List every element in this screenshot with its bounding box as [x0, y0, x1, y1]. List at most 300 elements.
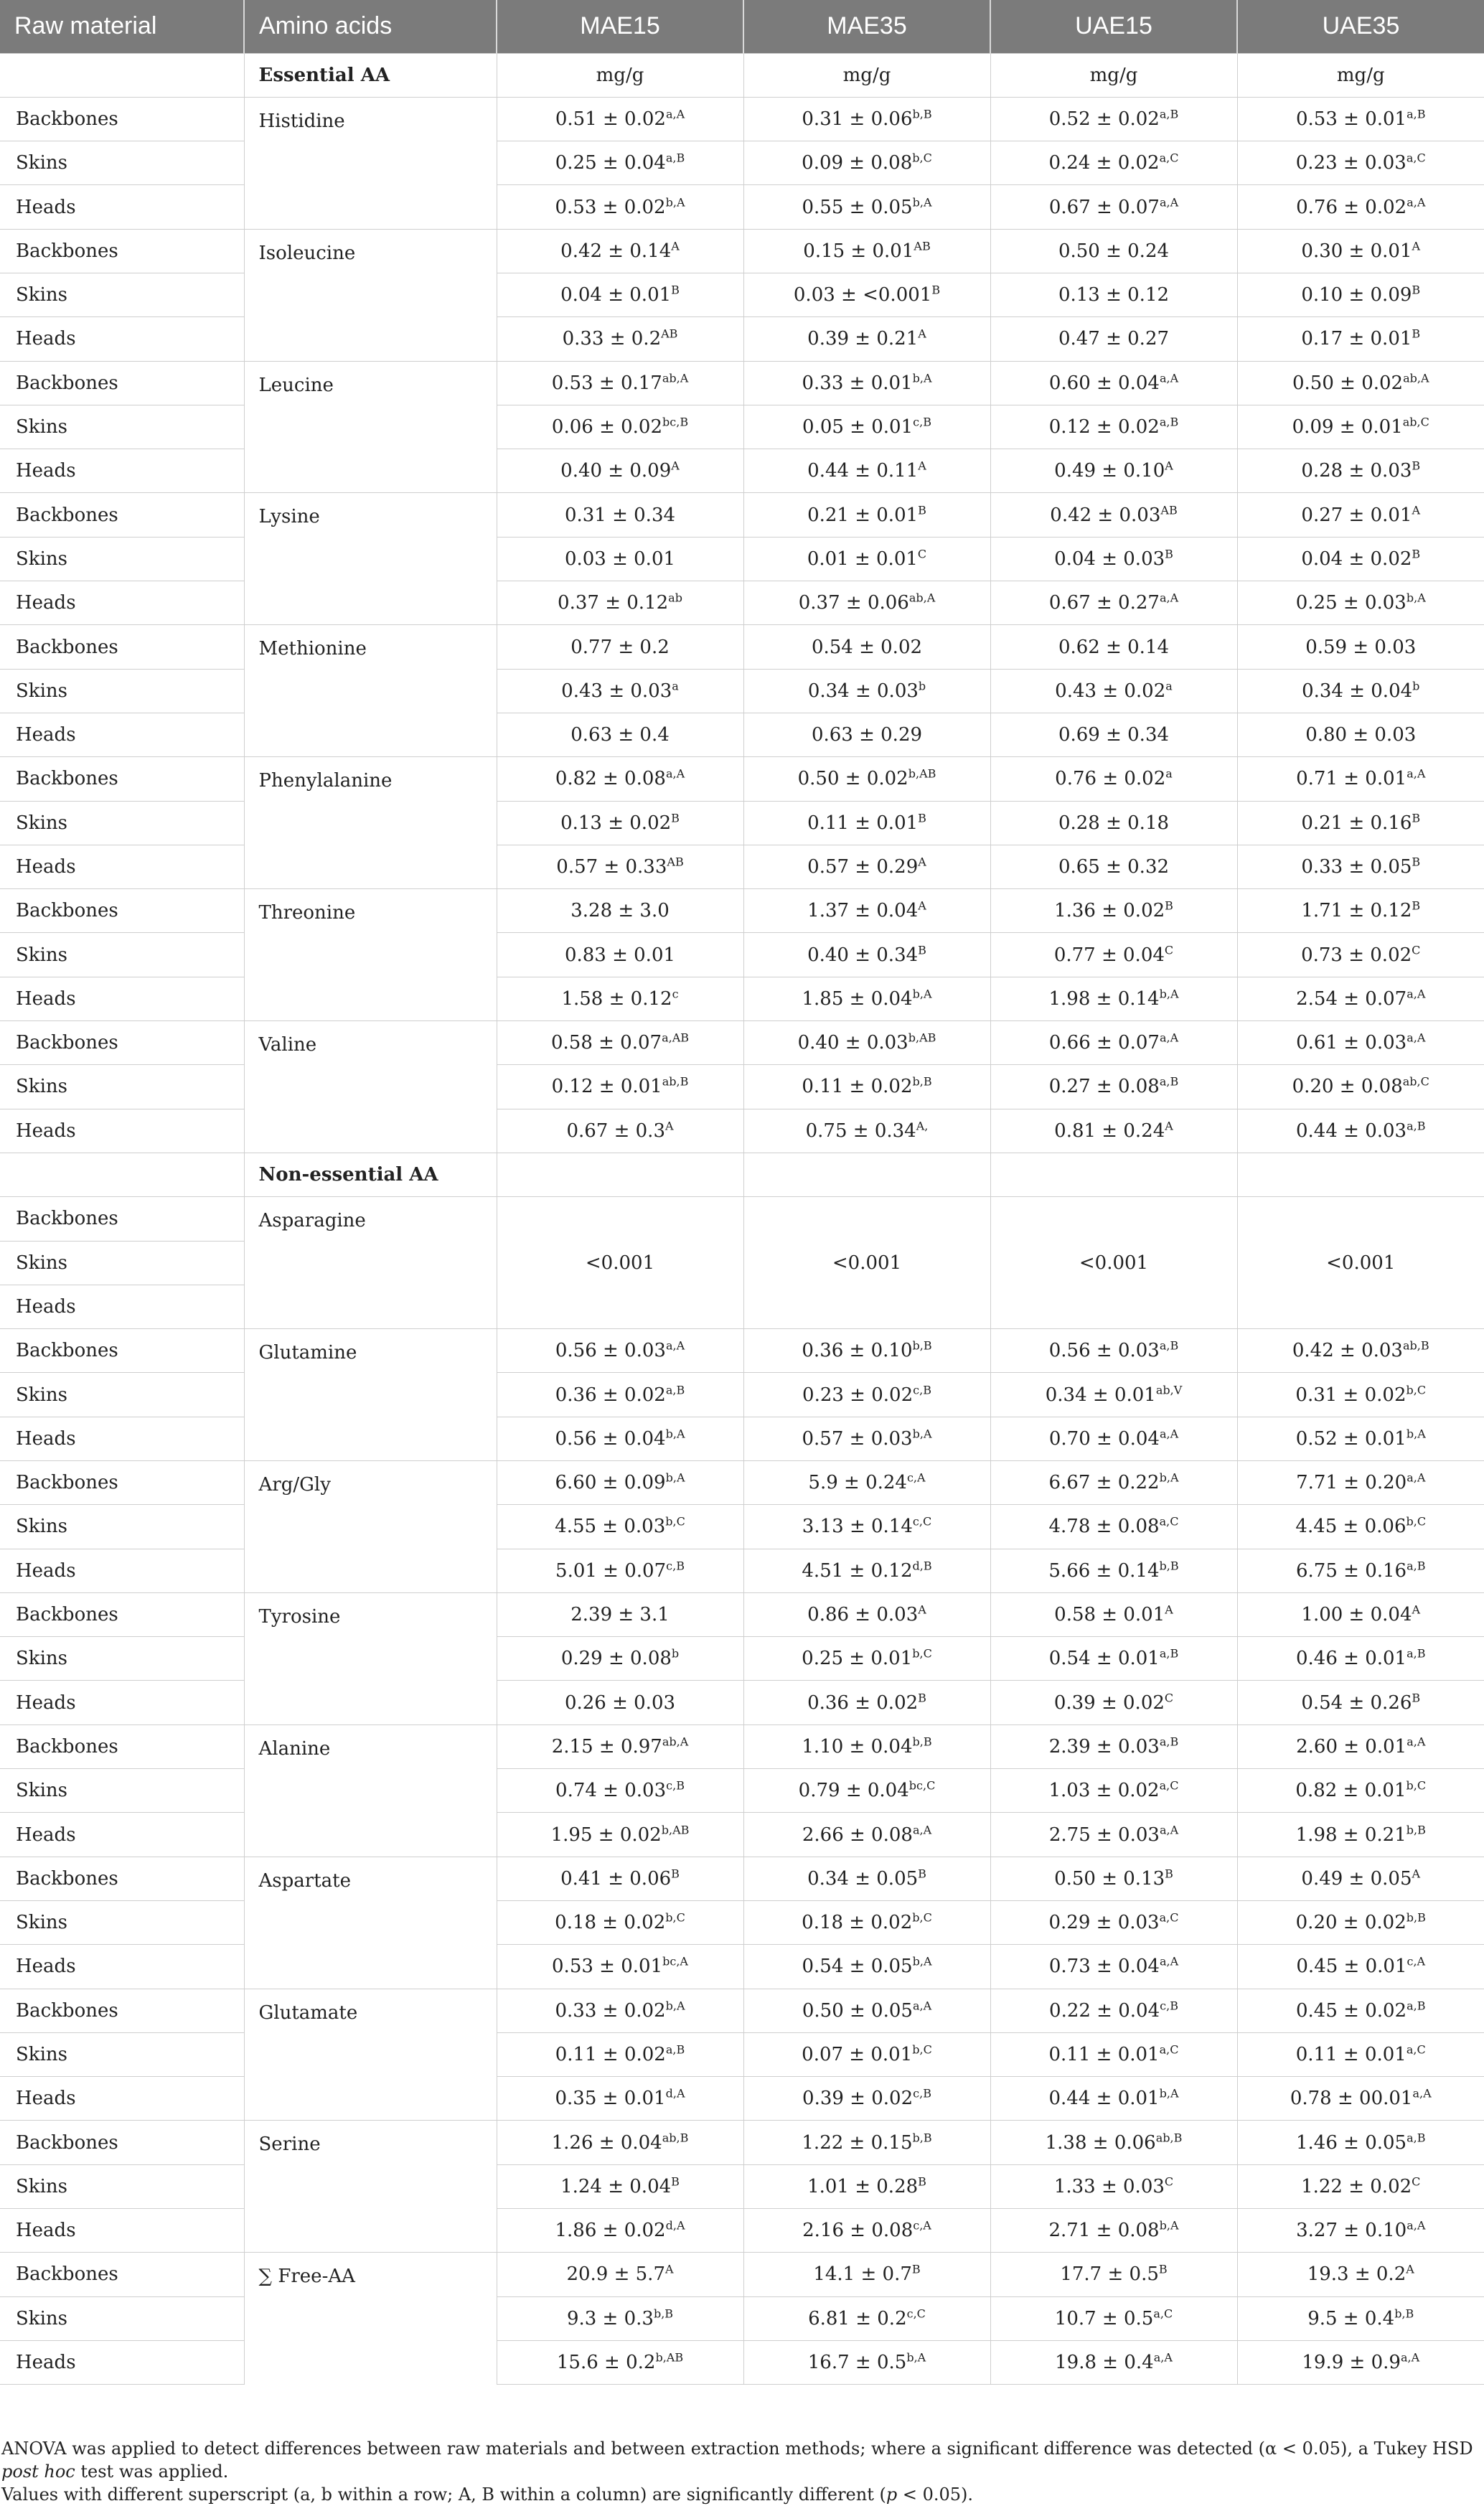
raw-material-cell: Heads: [0, 449, 244, 493]
significance-superscript: c,A: [906, 1470, 926, 1485]
raw-material-cell: Heads: [0, 581, 244, 625]
significance-superscript: a,B: [1159, 107, 1179, 121]
significance-superscript: b,C: [912, 1910, 932, 1925]
value-text: 0.51 ± 0.02: [555, 108, 666, 130]
value-text: 4.51 ± 0.12: [802, 1559, 913, 1582]
value-cell: [990, 1329, 1237, 1373]
significance-superscript: b,A: [912, 1427, 932, 1441]
value-cell: [743, 1417, 990, 1460]
significance-superscript: a,B: [1406, 2130, 1426, 2144]
table-row: [0, 317, 1484, 361]
value-text: 0.25 ± 0.04: [555, 152, 666, 174]
value-cell: [497, 493, 743, 537]
significance-superscript: b,C: [665, 1514, 685, 1529]
value-cell: [1237, 1724, 1484, 1768]
value-cell: [1237, 2253, 1484, 2296]
raw-material-cell: Skins: [0, 1637, 244, 1681]
merged-value-cell: <0.001: [743, 1197, 990, 1329]
raw-material-cell: Skins: [0, 273, 244, 316]
raw-material-cell: Skins: [0, 2032, 244, 2076]
significance-superscript: bc,A: [662, 1954, 688, 1968]
value-text: 0.42 ± 0.14: [560, 240, 672, 262]
value-text: 1.86 ± 0.02: [555, 2220, 666, 2242]
raw-material-cell: Backbones: [0, 757, 244, 801]
value-cell: [743, 933, 990, 977]
value-cell: [743, 1549, 990, 1592]
value-text: 0.77 ± 0.2: [570, 636, 670, 658]
significance-superscript: a,B: [665, 1382, 685, 1397]
table-row: [0, 1813, 1484, 1857]
value-text: 1.01 ± 0.28: [807, 2175, 919, 2197]
significance-superscript: a,B: [1406, 1999, 1426, 2013]
raw-material-cell: Backbones: [0, 1857, 244, 1900]
value-cell: [990, 2340, 1237, 2384]
table-row: [0, 845, 1484, 888]
value-text: 14.1 ± 0.7: [813, 2263, 912, 2286]
value-cell: [990, 1373, 1237, 1417]
value-text: 0.53 ± 0.01: [552, 1956, 663, 1978]
raw-material-cell: Heads: [0, 713, 244, 756]
amino-acid-name: Tyrosine: [244, 1592, 497, 1724]
unit-cell: [497, 1153, 743, 1196]
value-cell: [743, 493, 990, 537]
table-row: [0, 2077, 1484, 2121]
value-cell: [497, 97, 743, 141]
value-cell: [743, 1900, 990, 1944]
table-row: [0, 1417, 1484, 1460]
value-text: 0.33 ± 0.2: [562, 328, 662, 350]
table-row: [0, 625, 1484, 669]
value-text: 0.69 ± 0.34: [1058, 724, 1170, 746]
significance-superscript: b,C: [665, 1910, 685, 1925]
significance-superscript: a,B: [1159, 1646, 1179, 1661]
value-text: 0.44 ± 0.11: [807, 460, 919, 482]
value-text: 2.75 ± 0.03: [1048, 1824, 1160, 1846]
significance-superscript: A: [918, 898, 926, 913]
value-text: 0.73 ± 0.02: [1301, 944, 1412, 966]
value-cell: [1237, 97, 1484, 141]
value-cell: [497, 449, 743, 493]
value-cell: [743, 97, 990, 141]
value-text: 3.28 ± 3.0: [570, 900, 670, 922]
value-text: 0.58 ± 0.07: [550, 1032, 662, 1054]
raw-material-cell: Backbones: [0, 361, 244, 405]
raw-material-cell: Backbones: [0, 1329, 244, 1373]
table-row: [0, 449, 1484, 493]
significance-superscript: A: [918, 327, 926, 341]
value-text: 0.54 ± 0.05: [802, 1956, 913, 1978]
significance-superscript: a,A: [1153, 2350, 1173, 2365]
significance-superscript: d,A: [665, 2218, 685, 2233]
table-row: [0, 1461, 1484, 1505]
significance-superscript: b,AB: [908, 766, 936, 781]
significance-superscript: B: [671, 2174, 680, 2189]
value-cell: [743, 889, 990, 933]
significance-superscript: b,B: [653, 2306, 674, 2321]
value-text: 0.39 ± 0.21: [807, 328, 919, 350]
significance-superscript: a,A: [1159, 194, 1179, 209]
significance-superscript: A: [671, 459, 680, 473]
significance-superscript: a,C: [1153, 2306, 1173, 2321]
value-cell: [990, 537, 1237, 581]
significance-superscript: A: [1412, 502, 1421, 517]
value-text: 15.6 ± 0.2: [556, 2352, 656, 2374]
value-text: 0.44 ± 0.01: [1048, 2088, 1160, 2110]
amino-acid-name: Lysine: [244, 493, 497, 625]
value-text: 0.39 ± 0.02: [1053, 1691, 1165, 1714]
significance-superscript: ab,B: [1402, 1338, 1429, 1353]
value-text: 0.29 ± 0.03: [1048, 1912, 1160, 1934]
significance-superscript: B: [1412, 811, 1421, 825]
table-row: [0, 1945, 1484, 1989]
value-text: 0.23 ± 0.03: [1295, 152, 1406, 174]
value-text: 0.45 ± 0.02: [1296, 1999, 1407, 2022]
amino-acid-name: Glutamine: [244, 1329, 497, 1461]
table-row: [0, 757, 1484, 801]
raw-material-cell: Skins: [0, 1900, 244, 1944]
value-cell: [990, 229, 1237, 273]
unit-cell: [1237, 1153, 1484, 1196]
value-cell: [1237, 1857, 1484, 1900]
value-cell: [497, 537, 743, 581]
merged-value-cell: <0.001: [497, 1197, 743, 1329]
significance-superscript: a,A: [665, 766, 685, 781]
value-text: 0.54 ± 0.26: [1301, 1691, 1412, 1714]
significance-superscript: A: [671, 239, 680, 253]
value-text: 9.3 ± 0.3: [566, 2307, 654, 2329]
significance-superscript: b,A: [665, 194, 685, 209]
value-cell: [1237, 229, 1484, 273]
value-text: 0.78 ± 00.01: [1290, 2088, 1413, 2110]
value-cell: [497, 1989, 743, 2032]
value-cell: [990, 2253, 1237, 2296]
value-text: 0.34 ± 0.04: [1302, 680, 1413, 702]
value-cell: [743, 1724, 990, 1768]
table-row: [0, 2121, 1484, 2164]
value-cell: [1237, 449, 1484, 493]
value-text: 0.63 ± 0.4: [570, 724, 670, 746]
table-row: [0, 2209, 1484, 2253]
value-cell: [497, 977, 743, 1020]
value-cell: [743, 2077, 990, 2121]
value-text: 0.30 ± 0.01: [1301, 240, 1412, 262]
table-row: [0, 2164, 1484, 2208]
significance-superscript: B: [671, 283, 680, 297]
value-text: 0.74 ± 0.03: [555, 1780, 667, 1802]
unit-cell: mg/g: [497, 53, 743, 97]
value-cell: [497, 669, 743, 713]
value-cell: [1237, 1813, 1484, 1857]
value-cell: [1237, 713, 1484, 756]
value-cell: [497, 1549, 743, 1592]
value-cell: [497, 1065, 743, 1109]
significance-superscript: b: [671, 1646, 680, 1661]
value-cell: [990, 1857, 1237, 1900]
value-text: 0.77 ± 0.04: [1053, 944, 1165, 966]
value-text: 0.01 ± 0.01: [807, 548, 918, 570]
value-text: 1.22 ± 0.15: [802, 2131, 913, 2154]
significance-superscript: C: [1164, 1690, 1174, 1704]
value-text: 0.80 ± 0.03: [1305, 724, 1417, 746]
value-text: 19.9 ± 0.9: [1302, 2352, 1401, 2374]
raw-material-cell: Backbones: [0, 97, 244, 141]
value-cell: [990, 405, 1237, 449]
value-text: 1.38 ± 0.06: [1045, 2131, 1156, 2154]
value-cell: [497, 845, 743, 888]
value-text: 6.81 ± 0.2: [808, 2307, 907, 2329]
table-row: [0, 1989, 1484, 2032]
value-text: 0.03 ± 0.01: [564, 548, 676, 570]
value-text: 0.27 ± 0.01: [1301, 504, 1412, 526]
significance-superscript: C: [1412, 942, 1421, 957]
value-text: 0.53 ± 0.17: [551, 372, 662, 394]
value-cell: [1237, 669, 1484, 713]
amino-acid-name: Alanine: [244, 1724, 497, 1857]
value-cell: [497, 1417, 743, 1460]
raw-material-cell: Backbones: [0, 625, 244, 669]
significance-superscript: c,A: [1406, 1954, 1426, 1968]
table-row: [0, 1505, 1484, 1549]
value-text: 0.11 ± 0.01: [807, 812, 919, 834]
value-text: 5.9 ± 0.24: [808, 1472, 907, 1494]
value-text: 0.54 ± 0.02: [811, 636, 923, 658]
value-cell: [497, 1637, 743, 1681]
value-cell: [990, 889, 1237, 933]
significance-superscript: a,A: [1406, 766, 1426, 781]
merged-value-cell: <0.001: [1237, 1197, 1484, 1329]
value-text: 0.81 ± 0.24: [1054, 1120, 1165, 1142]
raw-material-cell: Heads: [0, 1813, 244, 1857]
value-text: 0.57 ± 0.29: [807, 855, 919, 878]
significance-superscript: a,AB: [662, 1031, 690, 1045]
table-row: [0, 405, 1484, 449]
value-text: 1.24 ± 0.04: [560, 2175, 672, 2197]
table-row: [0, 1724, 1484, 1768]
significance-superscript: c,B: [913, 2086, 931, 2101]
unit-cell: [990, 1153, 1237, 1196]
significance-superscript: ab,A: [1403, 371, 1429, 385]
value-text: 0.50 ± 0.13: [1054, 1867, 1165, 1890]
significance-superscript: a,B: [1406, 1646, 1426, 1661]
significance-superscript: a,A: [1406, 2218, 1426, 2233]
value-text: 2.66 ± 0.08: [802, 1824, 913, 1846]
table-row: [0, 1109, 1484, 1153]
significance-superscript: c,B: [666, 1778, 685, 1793]
significance-superscript: b,A: [1159, 2218, 1179, 2233]
value-cell: [990, 845, 1237, 888]
value-text: 0.17 ± 0.01: [1301, 328, 1412, 350]
value-cell: [990, 801, 1237, 845]
significance-superscript: a,B: [1159, 1074, 1179, 1089]
significance-superscript: b,B: [1406, 1822, 1426, 1836]
significance-superscript: AB: [1160, 502, 1178, 517]
significance-superscript: a,A: [1159, 1954, 1179, 1968]
value-cell: [990, 1549, 1237, 1592]
significance-superscript: a,C: [1159, 151, 1179, 165]
value-cell: [990, 1900, 1237, 1944]
significance-superscript: a,A: [1406, 194, 1426, 209]
value-cell: [743, 361, 990, 405]
merged-value-cell: <0.001: [990, 1197, 1237, 1329]
value-cell: [990, 1989, 1237, 2032]
amino-acid-name: Valine: [244, 1021, 497, 1153]
amino-acid-name: Histidine: [244, 97, 497, 229]
raw-material-cell: Skins: [0, 405, 244, 449]
significance-superscript: a,C: [1406, 2042, 1426, 2057]
significance-superscript: b,A: [1159, 2086, 1179, 2101]
raw-material-cell: Heads: [0, 2340, 244, 2384]
value-cell: [990, 1461, 1237, 1505]
significance-superscript: b,A: [665, 1427, 685, 1441]
value-cell: [743, 801, 990, 845]
amino-acid-name: Leucine: [244, 361, 497, 493]
significance-superscript: B: [918, 502, 926, 517]
significance-superscript: a,A: [1159, 591, 1179, 605]
significance-superscript: ab,B: [662, 2130, 689, 2144]
significance-superscript: b,A: [1406, 1427, 1426, 1441]
value-text: 4.45 ± 0.06: [1295, 1516, 1406, 1538]
value-cell: [1237, 889, 1484, 933]
significance-superscript: ab,A: [662, 1735, 689, 1749]
value-cell: [743, 317, 990, 361]
value-cell: [990, 361, 1237, 405]
value-cell: [990, 449, 1237, 493]
value-cell: [497, 1900, 743, 1944]
value-text: 0.31 ± 0.34: [564, 504, 676, 526]
value-text: 0.31 ± 0.02: [1295, 1384, 1406, 1406]
table-row: [0, 713, 1484, 756]
table-row: [0, 2253, 1484, 2296]
raw-material-cell: Backbones: [0, 2121, 244, 2164]
value-cell: [743, 1021, 990, 1065]
significance-superscript: a,A: [1400, 2350, 1420, 2365]
value-text: 0.82 ± 0.01: [1295, 1780, 1406, 1802]
value-cell: [743, 2164, 990, 2208]
value-text: 1.36 ± 0.02: [1054, 900, 1165, 922]
significance-superscript: b,B: [912, 1338, 932, 1353]
significance-superscript: A: [665, 1119, 674, 1133]
raw-material-cell: Heads: [0, 317, 244, 361]
significance-superscript: ab,C: [1402, 415, 1429, 429]
raw-material-cell: Backbones: [0, 889, 244, 933]
value-text: 0.11 ± 0.02: [555, 2044, 666, 2065]
significance-superscript: bc,B: [662, 415, 689, 429]
significance-superscript: a,A: [1159, 371, 1179, 385]
value-text: 0.57 ± 0.03: [802, 1427, 913, 1450]
significance-superscript: C: [917, 547, 927, 561]
value-text: 0.18 ± 0.02: [555, 1912, 666, 1934]
value-cell: [497, 1724, 743, 1768]
value-cell: [990, 713, 1237, 756]
value-text: 0.09 ± 0.01: [1292, 416, 1403, 438]
significance-superscript: b,C: [912, 1646, 932, 1661]
significance-superscript: c,C: [912, 1514, 932, 1529]
value-cell: [743, 1373, 990, 1417]
value-text: 3.13 ± 0.14: [802, 1516, 913, 1538]
raw-material-cell: Backbones: [0, 1021, 244, 1065]
value-cell: [1237, 1549, 1484, 1592]
significance-superscript: AB: [661, 327, 678, 341]
value-text: 0.36 ± 0.10: [802, 1340, 913, 1362]
value-cell: [743, 1637, 990, 1681]
value-text: 0.55 ± 0.05: [802, 196, 913, 218]
value-text: 0.66 ± 0.07: [1048, 1032, 1160, 1054]
value-text: 0.53 ± 0.02: [555, 196, 666, 218]
value-cell: [497, 1329, 743, 1373]
value-cell: [743, 845, 990, 888]
value-text: 0.62 ± 0.14: [1058, 636, 1170, 658]
value-cell: [1237, 1505, 1484, 1549]
footnote-significance: Values with different superscript (a, b within a row; A, B within a column) are significantly different (p < 0.05).: [1, 2484, 974, 2505]
value-cell: [743, 2209, 990, 2253]
value-text: 17.7 ± 0.5: [1060, 2263, 1159, 2286]
value-cell: [990, 97, 1237, 141]
value-cell: [743, 1769, 990, 1813]
value-text: 0.67 ± 0.3: [566, 1120, 665, 1142]
value-text: 1.71 ± 0.12: [1301, 900, 1412, 922]
value-cell: [990, 1724, 1237, 1768]
significance-superscript: b,A: [912, 987, 932, 1001]
value-cell: [990, 317, 1237, 361]
significance-superscript: AB: [667, 855, 684, 869]
value-cell: [497, 2340, 743, 2384]
significance-superscript: a: [1165, 679, 1173, 693]
value-cell: [497, 2296, 743, 2340]
value-cell: [497, 1857, 743, 1900]
value-cell: [497, 933, 743, 977]
value-text: 0.05 ± 0.01: [802, 416, 914, 438]
value-cell: [1237, 537, 1484, 581]
significance-superscript: C: [1164, 2174, 1174, 2189]
value-text: 1.46 ± 0.05: [1296, 2131, 1407, 2154]
value-cell: [990, 2209, 1237, 2253]
value-text: 0.12 ± 0.02: [1048, 416, 1160, 438]
value-text: 0.60 ± 0.04: [1048, 372, 1160, 394]
value-cell: [1237, 2296, 1484, 2340]
value-cell: [497, 2164, 743, 2208]
significance-superscript: a,A: [665, 1338, 685, 1353]
value-text: 19.3 ± 0.2: [1307, 2263, 1406, 2286]
section-blank-cell: [0, 53, 244, 97]
value-cell: [497, 713, 743, 756]
value-cell: [990, 1417, 1237, 1460]
value-text: 0.03 ± <0.001: [793, 284, 932, 306]
raw-material-cell: Heads: [0, 2077, 244, 2121]
significance-superscript: a,A: [1159, 1822, 1179, 1836]
section-blank-cell: [0, 1153, 244, 1196]
table-row: [0, 537, 1484, 581]
raw-material-cell: Backbones: [0, 1197, 244, 1241]
value-cell: [990, 933, 1237, 977]
value-text: 0.41 ± 0.06: [560, 1867, 672, 1890]
raw-material-cell: Backbones: [0, 1989, 244, 2032]
value-cell: [743, 1681, 990, 1724]
table-row: [0, 97, 1484, 141]
value-text: 0.50 ± 0.02: [797, 768, 908, 790]
value-cell: [1237, 1065, 1484, 1109]
raw-material-cell: Heads: [0, 1285, 244, 1328]
raw-material-cell: Heads: [0, 845, 244, 888]
table-row: [0, 1329, 1484, 1373]
value-cell: [743, 185, 990, 229]
value-text: 1.22 ± 0.02: [1301, 2175, 1412, 2197]
section-row: [0, 1153, 1484, 1196]
value-text: 0.76 ± 0.02: [1055, 768, 1166, 790]
raw-material-cell: Skins: [0, 537, 244, 581]
value-cell: [990, 1021, 1237, 1065]
value-cell: [497, 1681, 743, 1724]
raw-material-cell: Skins: [0, 1505, 244, 1549]
